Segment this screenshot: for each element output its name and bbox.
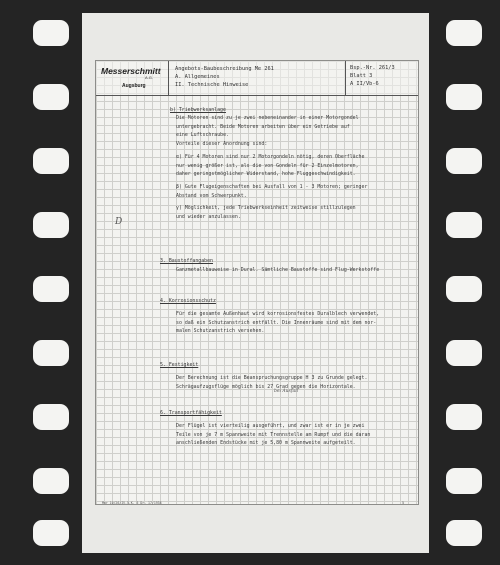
section-heading: 3. Baustoffangaben [160, 258, 213, 264]
sprocket-hole [33, 340, 69, 366]
body-line: Der Flügel ist vierteilig ausgeführt, und zwar ist er in je zwei [176, 423, 365, 429]
sprocket-hole [446, 84, 482, 110]
sprocket-hole [446, 276, 482, 302]
form-footer: Mar 10/26/IV.5.K. 5 Dr. 17/1938 [102, 501, 162, 505]
body-line: Schrägaufzugsflüge möglich bis 27 Grad gegen die Horizontale. [176, 383, 356, 390]
body-line: malen Schutzanstrich versehen. [176, 328, 265, 335]
sprocket-hole [446, 404, 482, 430]
body-line: anschließenden Endstücke mit je 5,80 m Spannweite aufgeteilt. [176, 440, 356, 447]
body-line: Für die gesamte Außenhaut wird korrosionsfestes Duralblech verwendet, [176, 311, 380, 317]
list-item-line: α) Für 4 Motoren sind nur 2 Motorgondeln nötig, deren Oberfläche [176, 154, 365, 160]
list-item-line: und wieder anzulassen. [176, 213, 241, 220]
document-page [95, 60, 419, 505]
margin-mark: D [115, 217, 123, 227]
sprocket-hole [446, 520, 482, 546]
header-subsection: II. Technische Hinweise [175, 82, 249, 88]
section-heading: b) Triebwerksanlage [170, 107, 226, 113]
section-heading: 6. Transportfähigkeit [160, 410, 222, 416]
body-line: Der Berechnung ist die Beanspruchungsgruppe H 3 zu Grunde gelegt. [176, 375, 368, 381]
header-title-block [175, 65, 335, 89]
body-line: eine Luftschraube. [176, 132, 229, 139]
sprocket-hole [33, 468, 69, 494]
list-item-line: γ) Möglichkeit, jede Triebwerkseinheit zeitweise stillzulegen [176, 205, 356, 211]
body-line: so daß ein Schutzanstrich entfällt. Die Innenräume sind mit dem nor- [176, 319, 377, 326]
header-reference-block [345, 61, 418, 95]
body-line: Die Motoren sind zu je zwei nebeneinander in einer Motorgondel [176, 115, 359, 121]
section-heading: 5. Festigkeit [160, 362, 199, 368]
list-item-line: Abstand vom Schwerpunkt. [176, 192, 247, 199]
sprocket-hole [33, 148, 69, 174]
body-line: Vorteile dieser Anordnung sind: [176, 140, 268, 147]
body-line: Teile von je 7 m Spannweite mit Trennstelle am Rumpf und die daran [176, 431, 371, 438]
header-code: A II/Vb-6 [350, 81, 379, 87]
sprocket-hole [446, 340, 482, 366]
sprocket-hole [33, 276, 69, 302]
document-header [96, 61, 418, 96]
header-ref-number: Bsp.-Nr. 261/3 [350, 65, 395, 71]
sprocket-hole [446, 212, 482, 238]
sprocket-hole [33, 84, 69, 110]
company-city: Augsburg [122, 83, 146, 89]
list-item-line: nur wenig größer ist, als die von Gondeln für 2 Einzelmotoren, [176, 162, 359, 169]
sprocket-hole [446, 148, 482, 174]
header-sheet: Blatt 3 [350, 73, 373, 79]
list-item-line: daher geringstmöglicher Widerstand, hohe Fluggeschwindigkeit. [176, 171, 356, 178]
section-heading: 4. Korrosionsschutz [160, 298, 216, 304]
sprocket-hole [33, 212, 69, 238]
header-title: Angebots-Baubeschreibung Me 261 [175, 66, 274, 72]
company-suffix: A.G. [145, 75, 154, 80]
sprocket-hole [33, 20, 69, 46]
company-logo [96, 61, 169, 95]
handwritten-annotation: bei Ausfall [274, 389, 299, 394]
sprocket-hole [446, 20, 482, 46]
sprocket-hole [33, 404, 69, 430]
sprocket-hole [446, 468, 482, 494]
list-item-line: β) Gute Flugeigenschaften bei Ausfall von 1 - 3 Motoren; geringer [176, 184, 368, 190]
body-line: Ganzmetallbauweise in Dural. Sämtliche Baustoffe sind Flug-Werkstoffe [176, 267, 380, 273]
body-line: untergebracht. Beide Motoren arbeiten über ein Getriebe auf [176, 123, 350, 130]
sprocket-hole [33, 520, 69, 546]
company-name: Messerschmitt [101, 66, 161, 76]
header-section: A. Allgemeines [175, 74, 220, 80]
page-number: 5 [402, 501, 405, 505]
